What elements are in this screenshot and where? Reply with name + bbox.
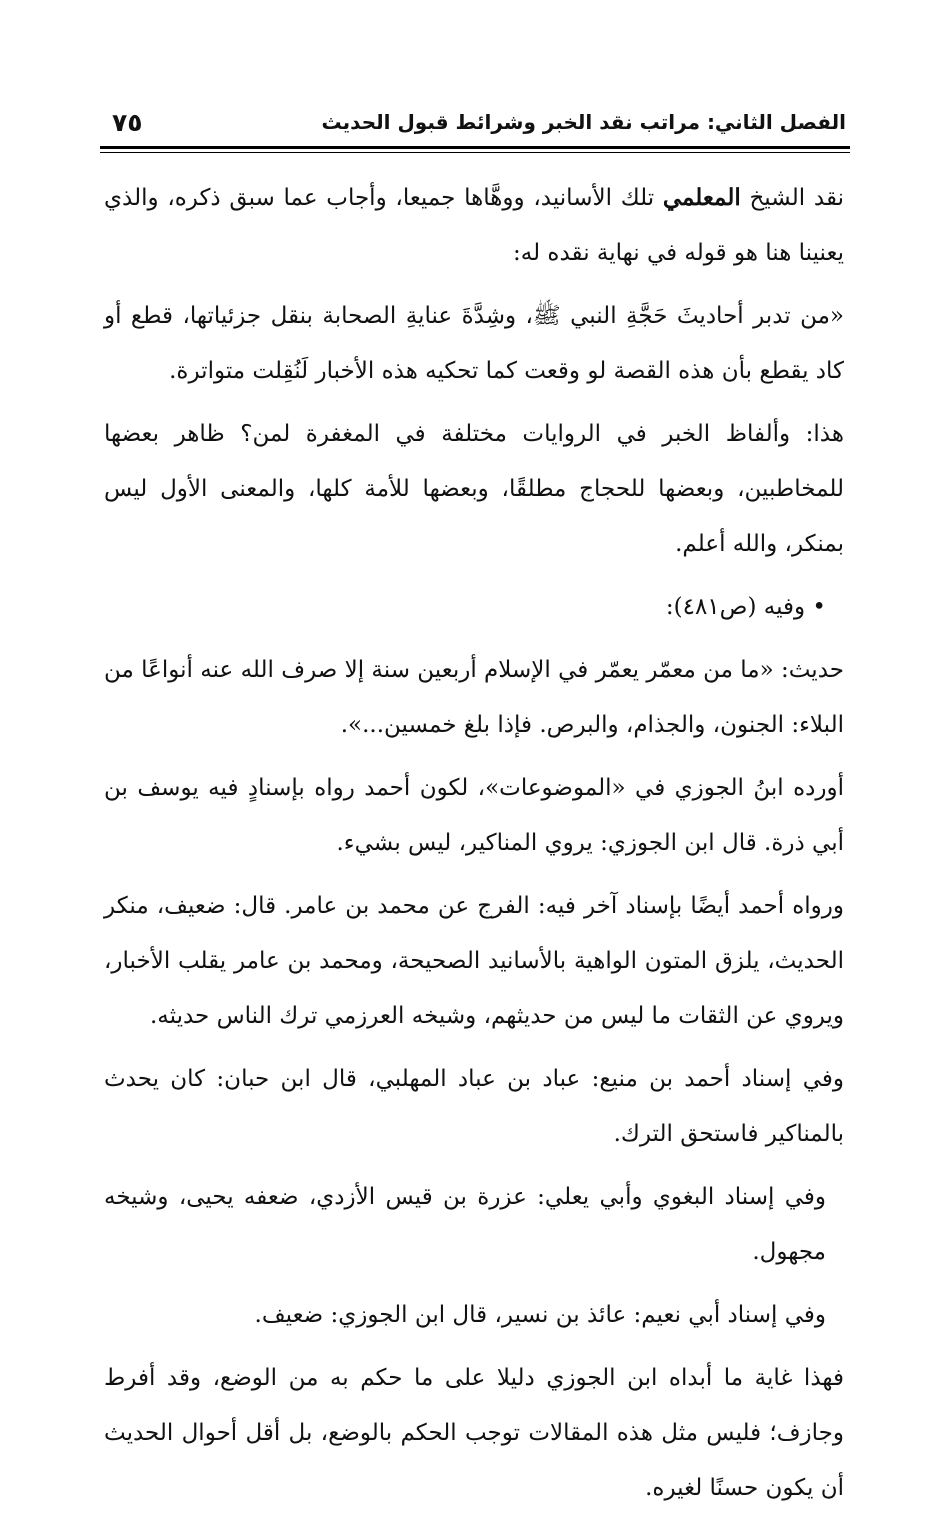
bullet-reference: • وفيه (ص٤٨١): <box>665 594 826 620</box>
paragraph-1 <box>104 170 844 281</box>
paragraph-2-quote: «من تدبر أحاديثَ حَجَّةِ النبي ﷺ، وشِدَّةَ عنايةِ الصحابة بنقل جزئياتها، قطع أو كاد يقطع بأن هذه القصة لو وقعت كما تحكيه هذه الأخبار لَنُقِلت متواترة. <box>104 303 844 384</box>
running-title: الفصل الثاني: مراتب نقد الخبر وشرائط قبول الحديث <box>321 110 846 134</box>
header-rule-thin <box>100 152 850 153</box>
paragraph-3: هذا: وألفاظ الخبر في الروايات مختلفة في المغفرة لمن؟ ظاهر بعضها للمخاطبين، وبعضها للحجاج مطلقًا، وبعضها للأمة كلها، والمعنى الأول ليس بمنكر، والله أعلم. <box>104 421 844 557</box>
paragraph-11: فهذا غاية ما أبداه ابن الجوزي دليلا على ما حكم به من الوضع، وقد أفرط وجازف؛ فليس مثل هذه المقالات توجب الحكم بالوضع، بل أقل أحوال الحديث أن يكون حسنًا لغيره. <box>104 1365 844 1501</box>
paragraph-1-start: نقد الشيخ <box>740 185 844 211</box>
page-number: ٧٥ <box>112 108 143 137</box>
paragraph-7: ورواه أحمد أيضًا بإسناد آخر فيه: الفرج عن محمد بن عامر. قال: ضعيف، منكر الحديث، يلزق المتون الواهية بالأسانيد الصحيحة، ومحمد بن عامر يقلب الأخبار، ويروي عن الثقات ما ليس من حديثهم، وشيخه العرزمي ترك الناس حديثه. <box>104 893 844 1029</box>
paragraph-8: وفي إسناد أحمد بن منيع: عباد بن عباد المهلبي، قال ابن حبان: كان يحدث بالمناكير فاستحق الترك. <box>104 1066 844 1147</box>
paragraph-9: وفي إسناد البغوي وأبي يعلي: عزرة بن قيس الأزدي، ضعفه يحيى، وشيخه مجهول. <box>104 1184 826 1265</box>
paragraph-hadith: حديث: «ما من معمّر يعمّر في الإسلام أربعين سنة إلا صرف الله عنه أنواعًا من البلاء: الجنون، والجذام، والبرص. فإذا بلغ خمسين...». <box>104 657 844 738</box>
paragraph-6: أورده ابنُ الجوزي في «الموضوعات»، لكون أحمد رواه بإسنادٍ فيه يوسف بن أبي ذرة. قال ابن الجوزي: يروي المناكير، ليس بشيء. <box>104 775 844 856</box>
header-rule-thick <box>100 146 850 149</box>
page-header <box>100 108 850 144</box>
paragraph-10: وفي إسناد أبي نعيم: عائذ بن نسير، قال ابن الجوزي: ضعيف. <box>254 1302 826 1328</box>
body-text <box>104 170 844 1524</box>
scholar-name: المعلمي <box>662 184 741 211</box>
paragraph-1-rest: تلك الأسانيد، ووهَّاها جميعا، وأجاب عما سبق ذكره، والذي يعنينا هنا هو قوله في نهاية نقده له: <box>104 185 844 266</box>
